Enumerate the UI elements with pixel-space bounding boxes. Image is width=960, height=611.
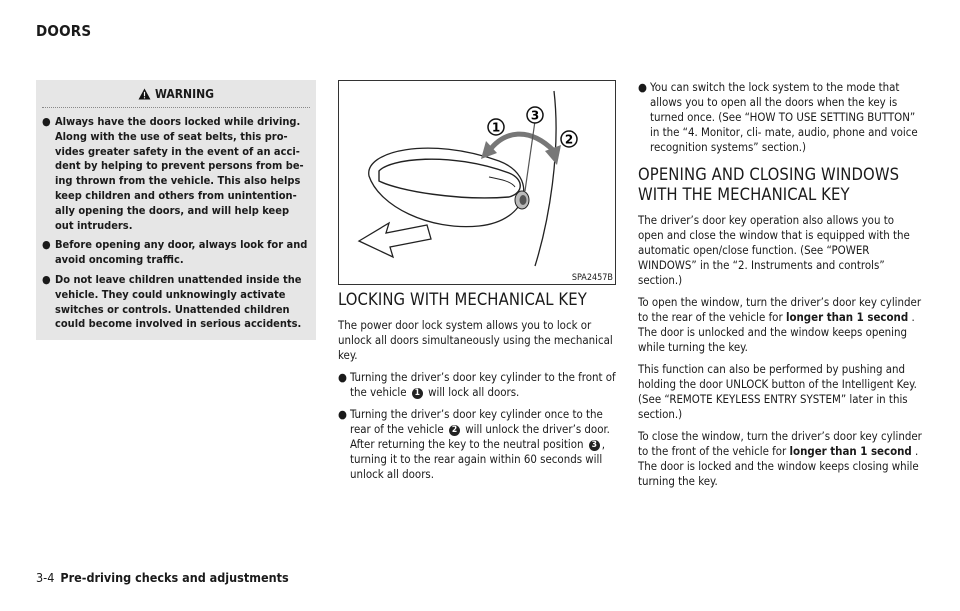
warning-item xyxy=(42,273,310,332)
callout-2 xyxy=(561,131,577,147)
warning-item xyxy=(42,115,310,233)
warning-item-text: Always have the doors locked while driving. Along with the use of seat belts, this pro- vides greater safety in the event of an acci- dent by helping to prevent persons from be- ing thrown from the vehicle. This also helps keep children and others from unintention- ally opening the doors, and will help keep out intruders. xyxy=(55,115,304,232)
callout-ref-1: 1 xyxy=(412,388,423,399)
callout-3 xyxy=(527,107,543,123)
windows-p1: The driver’s door key operation also allows you to open and close the window that is equipped with the automatic open/close function. (See “POWER WINDOWS” in the “2. Instruments and controls” section.) xyxy=(638,213,910,287)
windows-p2 xyxy=(638,295,922,355)
door-handle-illustration xyxy=(339,81,615,271)
bullet-icon: ● xyxy=(42,272,51,286)
b1-text-post: will lock all doors. xyxy=(428,385,520,399)
figure-caption: SPA2457B xyxy=(571,273,613,283)
callout-1 xyxy=(488,119,504,135)
warning-title xyxy=(36,87,316,101)
page-number: 3-4 xyxy=(36,570,55,585)
setting-bullet-text: You can switch the lock system to the mode that allows you to open all the doors when the key is turned once. (See “HOW TO USE SETTING BUTTON” in the “4. Monitor, cli- mate, audio, phone and voice recognition systems” section.) xyxy=(650,80,918,154)
b2-text-mid: will unlock the driver’s door. After returning the key to the neutral position xyxy=(350,422,610,451)
warning-item-text: Do not leave children unattended inside the vehicle. They could unknowingly activate switches or controls. Unattended children could become involved in serious accidents. xyxy=(55,272,302,331)
p4-bold: longer than 1 second xyxy=(789,444,912,458)
callout-1-label: 1 xyxy=(491,120,501,135)
p2-pre: To open the window, turn the driver’s door key cylinder to the rear of the vehicle for xyxy=(638,295,922,324)
callout-3-label: 3 xyxy=(530,108,540,123)
p4-post: . The door is locked and the window keeps closing while turning the key. xyxy=(638,444,919,488)
setting-list xyxy=(638,80,922,155)
bullet-icon: ● xyxy=(42,238,51,252)
windows-p4 xyxy=(638,429,922,489)
p2-post: . The door is unlocked and the window keeps opening while turning the key. xyxy=(638,310,915,354)
bullet-icon: ● xyxy=(338,407,347,421)
warning-box xyxy=(36,80,316,340)
door-handle-figure xyxy=(338,80,616,285)
p4-pre: To close the window, turn the driver’s door key cylinder to the front of the vehicle for xyxy=(638,429,922,458)
warning-divider xyxy=(42,107,310,109)
p2-bold: longer than 1 second xyxy=(785,310,909,324)
bullet-icon: ● xyxy=(638,80,647,94)
callout-ref-3: 3 xyxy=(589,440,600,451)
section-header: DOORS xyxy=(36,22,92,40)
footer-title: Pre-driving checks and adjustments xyxy=(60,570,289,585)
warning-triangle-icon xyxy=(138,88,151,100)
b2-text-post: , turning it to the rear again within 60 seconds will unlock all doors. xyxy=(350,437,606,481)
callout-2-label: 2 xyxy=(564,132,574,147)
locking-intro: The power door lock system allows you to lock or unlock all doors simultaneously using the mechanical key. xyxy=(338,318,613,362)
locking-list xyxy=(338,370,618,482)
bullet-icon: ● xyxy=(338,370,347,384)
warning-item xyxy=(42,238,310,268)
list-item xyxy=(338,370,618,400)
list-item xyxy=(338,407,618,482)
page-footer xyxy=(36,570,289,585)
windows-p3: This function can also be performed by pushing and holding the door UNLOCK button of the Intelligent Key. (See “REMOTE KEYLESS ENTRY SYSTEM” later in this section.) xyxy=(638,362,917,421)
b2-text-pre: Turning the driver’s door key cylinder once to the rear of the vehicle xyxy=(350,407,603,436)
list-item xyxy=(638,80,922,155)
warning-item-text: Before opening any door, always look for and avoid oncoming traffic. xyxy=(55,238,308,267)
bullet-icon: ● xyxy=(42,115,51,128)
locking-heading: LOCKING WITH MECHANICAL KEY xyxy=(338,290,587,309)
callout-ref-2: 2 xyxy=(449,425,460,436)
windows-section xyxy=(638,80,922,496)
b1-text-pre: Turning the driver’s door key cylinder to the front of the vehicle xyxy=(350,370,616,399)
warning-title-text: WARNING xyxy=(155,87,214,101)
windows-heading: OPENING AND CLOSING WINDOWS WITH THE MECHANICAL KEY xyxy=(638,165,900,204)
warning-list xyxy=(36,115,316,332)
locking-section xyxy=(338,290,618,489)
